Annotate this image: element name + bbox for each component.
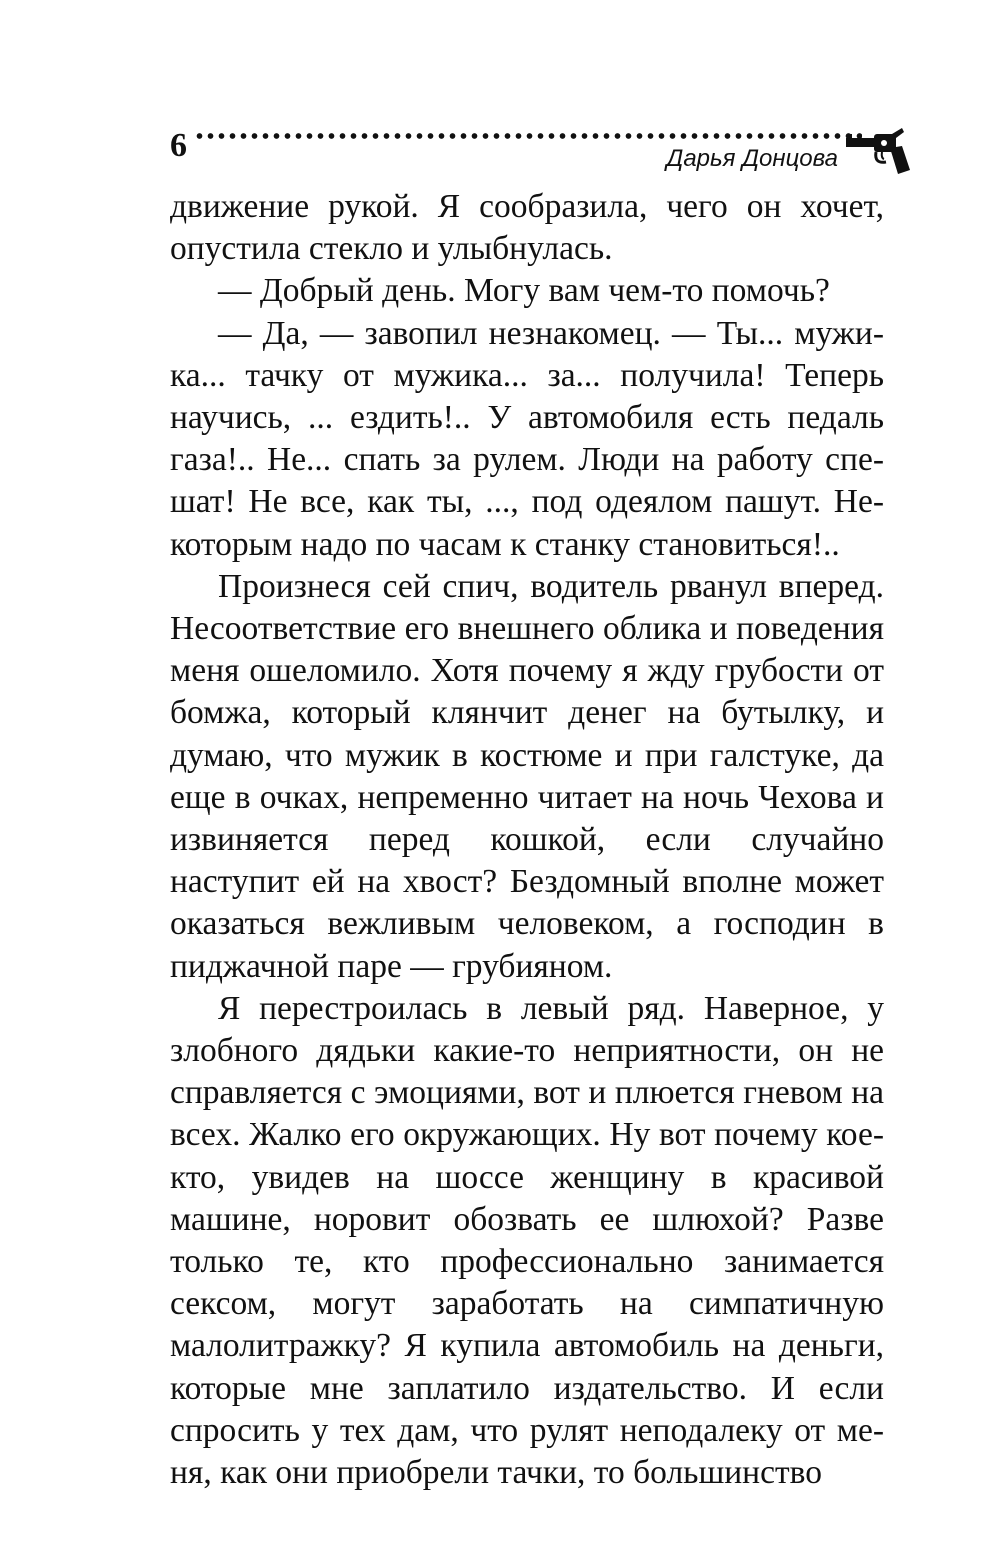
paragraph-2: — Добрый день. Могу вам чем-то помочь?: [218, 272, 830, 310]
running-header-author: Дарья Донцова: [666, 145, 838, 172]
paragraph-1: движение рукой. Я сообразила, чего он хочет, опустила стекло и улыбнулась.: [170, 188, 884, 268]
page-number: 6: [170, 127, 187, 164]
paragraph-5: Я перестроилась в левый ряд. Наверное, у злобного дядьки какие-то неприятности, он не справляется с эмоциями, вот и плюется гневом на всех. Жалко его окружающих. Ну вот почему кое-кто, увидев на шоссе женщину в красивой машине, норовит обозвать ее шлюхой? Разве только те, кто профессионально занимается сексом, могут заработать на симпатичную малолитражку? Я купила автомобиль на деньги, которые мне заплатило издательство. И если спросить у тех дам, что рулят неподалеку от меня, как они приобрели тачки, то большинство: [170, 989, 884, 1492]
paragraph-4: Произнеся сей спич, водитель рванул вперед. Несоответствие его внешнего облика и поведения меня ошеломило. Хотя почему я жду грубости от бомжа, который клянчит денег на бутылку, и думаю, что мужик в костюме и при галстуке, да еще в очках, непременно читает на ночь Чехова и извиняется перед кошкой, если случайно наступит ей на хвост? Бездомный вполне может оказаться вежливым человеком, а господин в пиджачной паре — грубияном.: [170, 567, 884, 985]
dot-leader: [194, 132, 862, 140]
paragraph-3: — Да, — завопил незнакомец. — Ты... мужика... тачку от мужика... за... получила! Теперь научись, ... ездить!.. У автомобиля есть педаль газа!.. Не... спать за рулем. Люди на работу спешат! Не все, как ты, ..., под одеялом пашут. Некоторым надо по часам к станку становиться!..: [170, 314, 884, 563]
revolver-icon: [844, 128, 910, 174]
body-text: [170, 186, 884, 1494]
